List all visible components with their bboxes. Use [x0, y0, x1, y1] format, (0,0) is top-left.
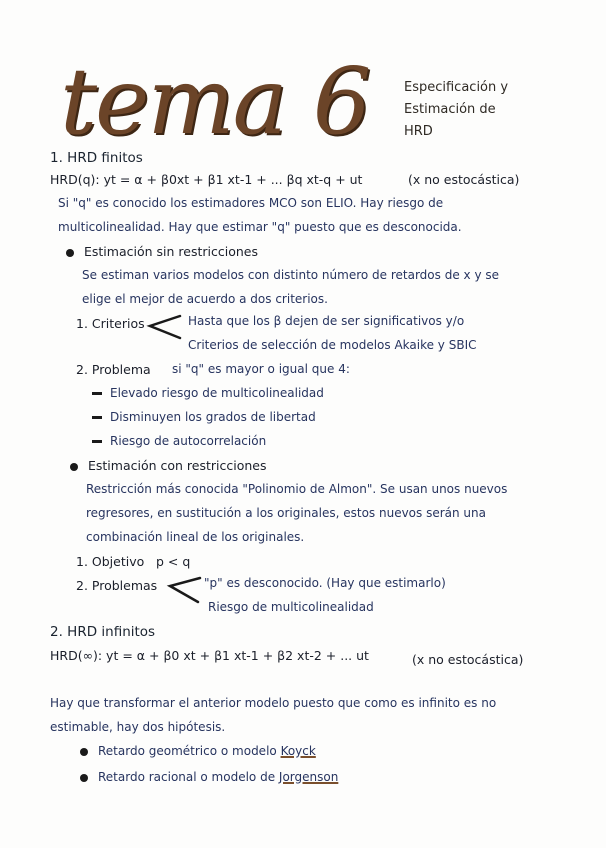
bracket-icon: [168, 574, 202, 606]
item-jorgenson: [80, 770, 338, 784]
criterios-label: 1. Criterios: [76, 316, 145, 331]
subtitle-line-2: Estimación de: [404, 102, 496, 117]
item-text: Retardo geométrico o modelo: [98, 744, 281, 758]
b2-text-line-1: Restricción más conocida "Polinomio de Almon". Se usan unos nuevos: [86, 482, 508, 496]
bullet-dot-icon: [66, 249, 74, 257]
bullet-sin-restricciones: [66, 244, 258, 259]
problemas-label: 2. Problemas: [76, 578, 158, 593]
section-2-formula-note: (x no estocástica): [412, 652, 524, 667]
problema-text: si "q" es mayor o igual que 4:: [172, 362, 350, 376]
section-2-paragraph-line-2: estimable, hay dos hipótesis.: [50, 720, 226, 734]
problema-item-text: Riesgo de autocorrelación: [110, 434, 267, 448]
subtitle-line-1: Especificación y: [404, 80, 509, 95]
b2-text-line-3: combinación lineal de los originales.: [86, 530, 305, 544]
section-1-formula: HRD(q): yt = α + β0xt + β1 xt-1 + ... βq xt-q + ut: [50, 172, 363, 187]
objetivo-label: 1. Objetivo: [76, 554, 145, 569]
page-title: tema 6: [60, 48, 370, 155]
b1-text-line-2: elige el mejor de acuerdo a dos criterios.: [82, 292, 328, 306]
objetivo-text: p < q: [156, 554, 191, 569]
problemas-item-2: Riesgo de multicolinealidad: [208, 600, 374, 614]
criterio-1: Hasta que los β dejen de ser significativos y/o: [188, 314, 465, 328]
subtitle-line-3: HRD: [404, 124, 433, 139]
problema-item-1: [92, 386, 324, 400]
bullet-dot-icon: [80, 748, 88, 756]
criterio-2: Criterios de selección de modelos Akaike y SBIC: [188, 338, 477, 352]
problemas-item-1: "p" es desconocido. (Hay que estimarlo): [204, 576, 446, 590]
problema-item-text: Disminuyen los grados de libertad: [110, 410, 316, 424]
bullet-dot-icon: [70, 463, 78, 471]
section-2-heading: 2. HRD infinitos: [50, 624, 156, 640]
section-1-paragraph-line-2: multicolinealidad. Hay que estimar "q" puesto que es desconocida.: [58, 220, 462, 234]
bracket-icon: [148, 312, 182, 342]
section-1-heading: 1. HRD finitos: [50, 150, 143, 166]
bullet-title: Estimación con restricciones: [88, 458, 267, 473]
item-koyck: [80, 744, 316, 758]
section-2-formula: HRD(∞): yt = α + β0 xt + β1 xt-1 + β2 xt-2 + ... ut: [50, 648, 369, 663]
item-name: Jorgenson: [278, 770, 339, 784]
section-1-paragraph-line-1: Si "q" es conocido los estimadores MCO son ELIO. Hay riesgo de: [58, 196, 444, 210]
b1-text-line-1: Se estiman varios modelos con distinto número de retardos de x y se: [82, 268, 499, 282]
dash-icon: [92, 416, 102, 419]
section-2-paragraph-line-1: Hay que transformar el anterior modelo puesto que como es infinito es no: [50, 696, 497, 710]
item-text: Retardo racional o modelo de: [98, 770, 279, 784]
item-name: Koyck: [280, 744, 316, 758]
bullet-title: Estimación sin restricciones: [84, 244, 258, 259]
b2-text-line-2: regresores, en sustitución a los originales, estos nuevos serán una: [86, 506, 486, 520]
problema-item-3: [92, 434, 266, 448]
dash-icon: [92, 392, 102, 395]
problema-item-2: [92, 410, 316, 424]
bullet-dot-icon: [80, 774, 88, 782]
problema-label: 2. Problema: [76, 362, 151, 377]
bullet-con-restricciones: [70, 458, 267, 473]
dash-icon: [92, 440, 102, 443]
section-1-formula-note: (x no estocástica): [408, 172, 520, 187]
problema-item-text: Elevado riesgo de multicolinealidad: [110, 386, 324, 400]
